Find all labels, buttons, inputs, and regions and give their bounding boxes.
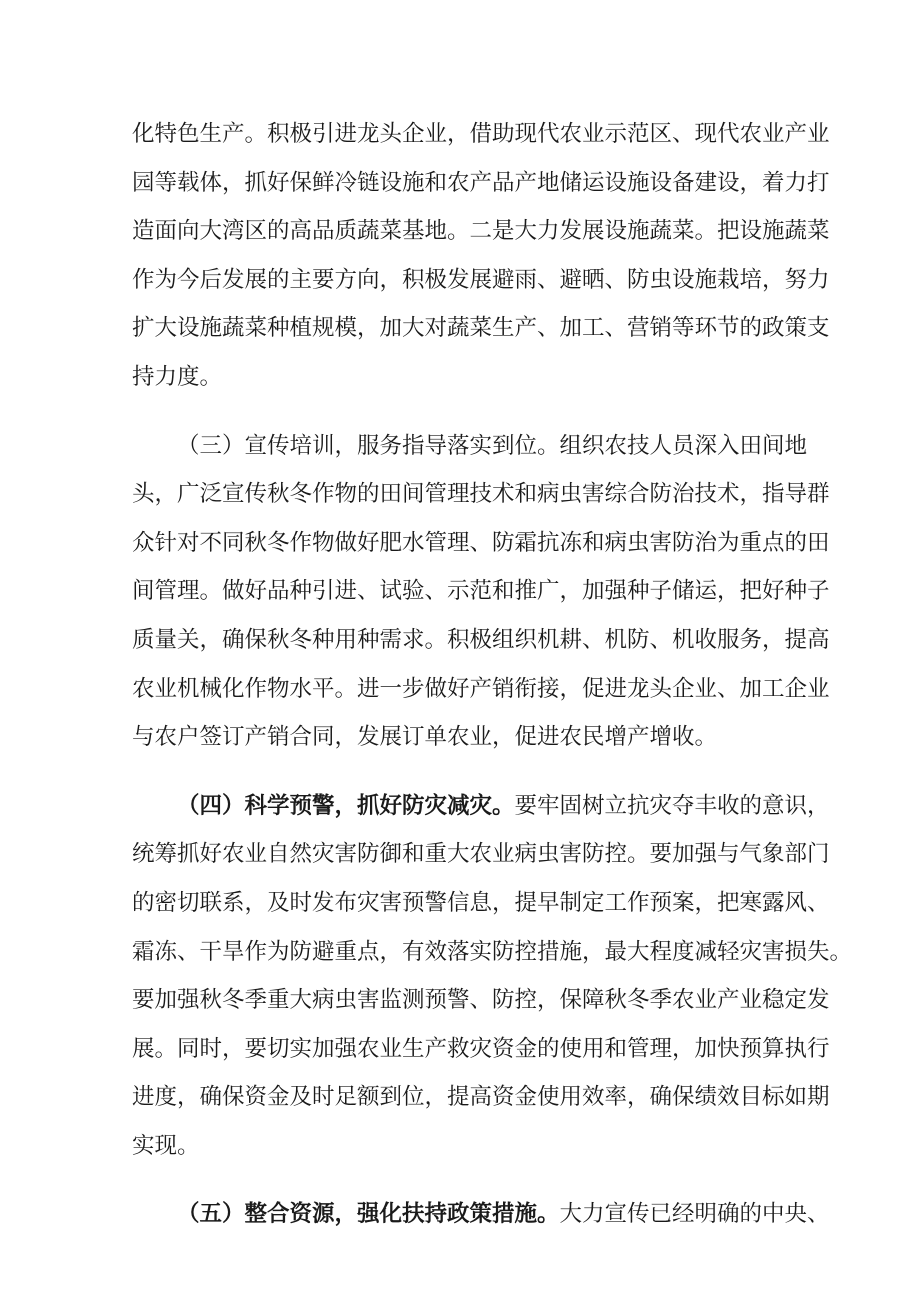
text-line: 的密切联系，及时发布灾害预警信息，提早制定工作预案，把寒露风、 [132, 889, 830, 916]
text-line: 园等载体，抓好保鲜冷链设施和农产品产地储运设施设备建设，着力打 [132, 169, 830, 196]
text-line: 与农户签订产销合同，发展订单农业，促进农民增产增收。 [132, 724, 718, 751]
text-line: 持力度。 [132, 363, 223, 390]
text-run: 要牢固树立抗灾夺丰收的意识， [514, 792, 830, 819]
text-line: 霜冻、干旱作为防避重点，有效落实防控措施，最大程度减轻灾害损失。 [132, 938, 853, 965]
text-line: 化特色生产。积极引进龙头企业，借助现代农业示范区、现代农业产业 [132, 121, 830, 147]
text-line: 间管理。做好品种引进、试验、示范和推广，加强种子储运，把好种子 [132, 578, 830, 605]
section-heading: （四）科学预警，抓好防灾减灾。 [177, 792, 515, 819]
paragraph-1 [132, 110, 830, 402]
text-line: 众针对不同秋冬作物做好肥水管理、防霜抗冻和病虫害防治为重点的田 [132, 529, 830, 556]
text-line: 质量关，确保秋冬种用种需求。积极组织机耕、机防、机收服务，提高 [132, 626, 830, 653]
text-line: 进度，确保资金及时足额到位，提高资金使用效率，确保绩效目标如期 [132, 1084, 830, 1111]
section-heading: （五）整合资源，强化扶持政策措施。 [177, 1201, 560, 1228]
text-line: 作为今后发展的主要方向，积极发展避雨、避晒、防虫设施栽培，努力 [132, 266, 830, 293]
text-line: （三）宣传培训，服务指导落实到位。组织农技人员深入田间地 [177, 432, 808, 459]
text-line: 造面向大湾区的高品质蔬菜基地。二是大力发展设施蔬菜。把设施蔬菜 [132, 218, 830, 245]
text-line: 扩大设施蔬菜种植规模，加大对蔬菜生产、加工、营销等环节的政策支 [132, 315, 830, 342]
paragraph-2 [132, 422, 830, 762]
text-run: 大力宣传已经明确的中央、 [559, 1201, 830, 1228]
text-line: 统筹抓好农业自然灾害防御和重大农业病虫害防控。要加强与气象部门 [132, 841, 830, 868]
text-line: 头，广泛宣传秋冬作物的田间管理技术和病虫害综合防治技术，指导群 [132, 481, 830, 508]
paragraph-3 [132, 782, 853, 1171]
text-line [132, 1190, 830, 1239]
paragraph-4 [132, 1190, 830, 1239]
text-line [132, 782, 830, 831]
text-line: 展。同时，要切实加强农业生产救灾资金的使用和管理，加快预算执行 [132, 1035, 830, 1062]
text-line: 农业机械化作物水平。进一步做好产销衔接，促进龙头企业、加工企业 [132, 675, 830, 702]
text-line: 要加强秋冬季重大病虫害监测预警、防控，保障秋冬季农业产业稳定发 [132, 987, 830, 1014]
text-line: 实现。 [132, 1132, 200, 1159]
document-body [132, 110, 853, 1239]
